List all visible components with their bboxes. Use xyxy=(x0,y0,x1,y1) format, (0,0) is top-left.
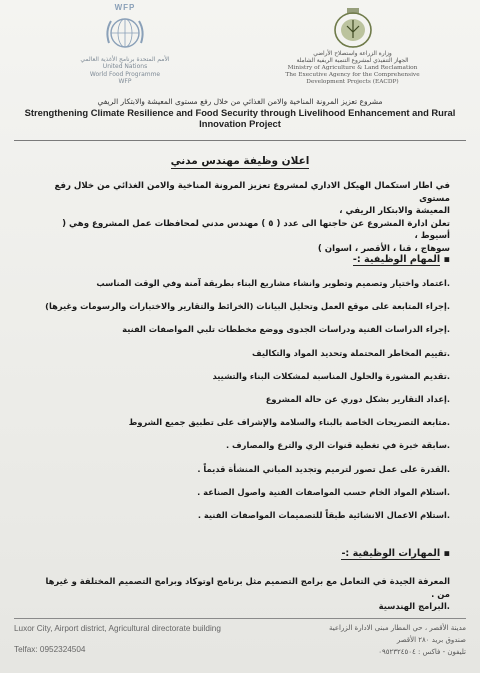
ministry-logo-block xyxy=(265,6,440,86)
footer-divider xyxy=(14,618,466,619)
task-item: .اعتماد واختيار وتصميم وتطوير وانشاء مشاريع البناء بطريقة آمنة وفي الوقت المناسب xyxy=(96,278,450,288)
tasks-list xyxy=(30,277,450,532)
footer-pobox-ar: صندوق بريد ٢٨٠ الأقصر xyxy=(396,636,466,644)
wfp-name-line-3: WFP xyxy=(118,78,132,85)
header-divider xyxy=(14,140,466,141)
ministry-name-line-1: Ministry of Agriculture & Land Reclamation xyxy=(287,65,418,71)
footer-telfax-en: Telfax: 0952324504 xyxy=(14,645,86,654)
task-item: .إعداد التقارير بشكل دوري عن حالة المشروع xyxy=(265,393,450,404)
skills-line-2: .البرامج الهندسية xyxy=(378,601,450,611)
wfp-logo-block xyxy=(70,4,180,86)
footer-address-ar: مدينة الأقصر ، حي المطار مبنى الادارة الزراعية xyxy=(329,624,466,632)
ministry-arabic-line-1: وزارة الزراعة واستصلاح الأراضي xyxy=(313,51,392,57)
intro-line-3: تعلن ادارة المشروع عن حاجتها الى عدد ( ٥ ) مهندس مدني لمحافظات عمل المشروع وهي ( أسيوط ، xyxy=(62,218,450,241)
project-title-english: Strengthening Climate Resilience and Food Security through Livelihood Enhancement and Rural Innovation Project xyxy=(24,107,456,129)
wfp-name-line-1: United Nations xyxy=(102,63,148,70)
intro-line-4: سوهاج ، قنا ، الأقصر ، اسوان ) xyxy=(317,243,450,254)
project-title-arabic: مشروع تعزيز المرونة المناخية والامن الغذائي من خلال رفع مستوى المعيشة والابتكار الريفي xyxy=(97,97,383,106)
task-item: .استلام الاعمال الانشائية طبقاً للتصميمات المواصفات الفنية . xyxy=(197,509,450,520)
task-item: .القدرة على عمل تصور لترميم وتجديد المباني المنشأة قديماً . xyxy=(197,463,450,474)
task-item: .تقديم المشورة والحلول المناسبة لمشكلات البناء والتشييد xyxy=(212,370,450,381)
wfp-wordmark: WFP xyxy=(114,3,136,12)
skills-paragraph xyxy=(30,575,450,613)
intro-paragraph xyxy=(30,180,450,255)
announcement-title xyxy=(140,155,340,167)
ministry-emblem-icon xyxy=(328,6,378,50)
wfp-name-line-2: World Food Programme xyxy=(89,70,161,78)
intro-line-2: المعيشة والابتكار الريفي ، xyxy=(339,206,450,216)
wfp-arabic-name: الأمم المتحدة برنامج الأغذية العالمي xyxy=(80,55,170,63)
task-item: .إجراء الدراسات الفنية ودراسات الجدوى ووضع مخططات تلبي المواصفات الفنية xyxy=(122,324,450,335)
skills-heading: ▪ المهارات الوظيفية :- xyxy=(341,548,450,559)
tasks-heading-text: المهام الوظيفية :- xyxy=(352,254,441,265)
ministry-name-line-2: The Executive Agency for the Comprehensive xyxy=(285,72,420,78)
tasks-heading: ▪ المهام الوظيفية :- xyxy=(352,254,450,265)
footer-address-en: Luxor City, Airport district, Agricultural directorate building xyxy=(14,624,221,633)
intro-line-1: في اطار استكمال الهيكل الاداري لمشروع تعزيز المرونة المناخية والامن الغذائي من خلال رفع مستوى xyxy=(54,181,450,204)
ministry-name-line-3: Development Projects (EACDP) xyxy=(306,79,399,85)
task-item: .استلام المواد الخام حسب المواصفات الفنية واصول الصناعة . xyxy=(197,486,450,497)
wfp-emblem-icon xyxy=(103,13,147,55)
footer-phone-ar: تليفون - فاكس : ٠٩٥٢٣٢٤٥٠٤ xyxy=(378,648,466,656)
task-item: .متابعة التصريحات الخاصة بالبناء والسلامة والإشراف على تطبيق جميع الشروط xyxy=(128,417,450,428)
task-item: .تقييم المخاطر المحتملة وتحديد المواد والتكاليف xyxy=(251,347,450,358)
skills-heading-text: المهارات الوظيفية :- xyxy=(341,548,441,559)
skills-line-1: المعرفة الجيدة في التعامل مع برامج التصميم مثل برنامج اوتوكاد وبرامج التصميم المختلفة و غيرها من . xyxy=(45,576,450,599)
task-item: .إجراء المتابعة على موقع العمل وتحليل البيانات (الخرائط والتقارير والاختبارات والرسومات وغيرها) xyxy=(45,301,450,312)
ministry-arabic-line-2: الجهاز التنفيذي لمشروع التنمية الريفية الشاملة xyxy=(296,58,409,64)
task-item: .سابقة خبرة في تغطية قنوات الري والترع والمصارف . xyxy=(226,440,450,451)
announcement-title-text: اعلان وظيفة مهندس مدني xyxy=(170,155,310,167)
